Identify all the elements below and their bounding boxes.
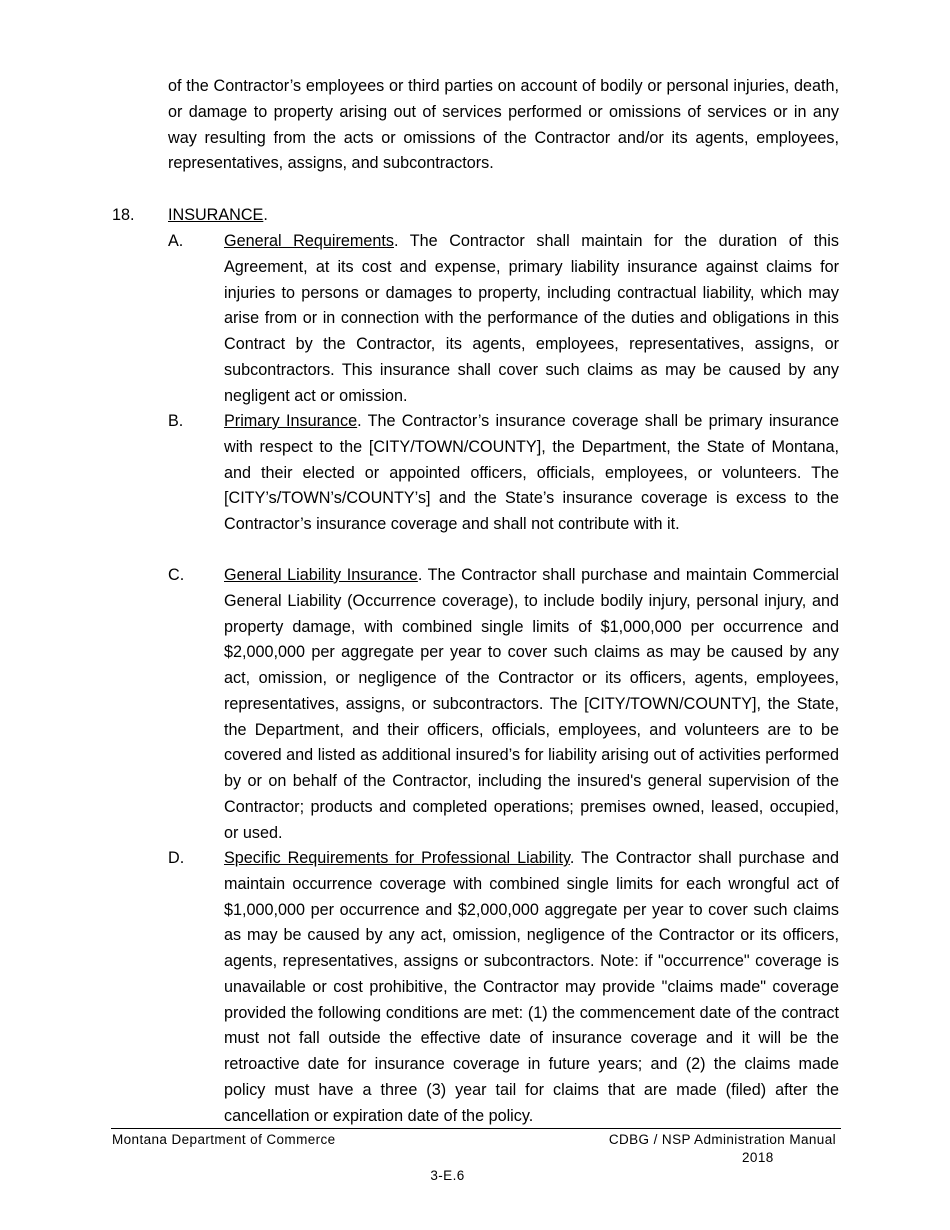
item-c-paragraph <box>224 563 839 846</box>
item-a-text: . The Contractor shall maintain for the duration of this Agreement, at its cost and expense, primary liability insurance against claims for injuries to persons or damages to property, including contractual liability, which may arise from or in connection with the performance of the duties and obligations in this Contract by the Contractor, its agents, employees, representatives, assigns, or subcontractors. This insurance shall cover such claims as may be caused by any negligent act or omission. <box>224 232 839 405</box>
page-number: 3-E.6 <box>430 1168 465 1183</box>
item-b-heading: Primary Insurance <box>224 412 358 430</box>
item-d-paragraph <box>224 846 839 1129</box>
item-b-paragraph <box>224 409 839 538</box>
item-letter-b: B. <box>168 412 184 430</box>
footer-year: 2018 <box>742 1150 774 1165</box>
section-heading <box>0 203 950 229</box>
section-title-suffix: . <box>263 206 268 224</box>
item-letter-a: A. <box>168 232 184 250</box>
intro-paragraph: of the Contractor’s employees or third parties on account of bodily or personal injuries, death, or damage to property arising out of services performed or omissions of services or in any way resulting from the acts or omissions of the Contractor and/or its agents, employees, representatives, assigns, and subcontractors. <box>168 77 839 173</box>
item-d-text: . The Contractor shall purchase and maintain occurrence coverage with combined single limits for each wrongful act of $1,000,000 per occurrence and $2,000,000 aggregate per year to cover such claims as may be caused by any act, omission, negligence of the Contractor or its officers, agents, representatives, assigns or subcontractors. Note: if "occurrence" coverage is unavailable or cost prohibitive, the Contractor may provide "claims made" coverage provided the following conditions are met: (1) the commencement date of the contract must not fall outside the effective date of insurance coverage and it will be the retroactive date for insurance coverage in future years; and (2) the claims made policy must have a three (3) year tail for claims that are made (filed) after the cancellation or expiration date of the policy. <box>224 849 839 1125</box>
item-letter-c: C. <box>168 566 185 584</box>
footer-organization: Montana Department of Commerce <box>112 1132 336 1147</box>
item-b-text: . The Contractor’s insurance coverage shall be primary insurance with respect to the [CITY/TOWN/COUNTY], the Department, the State of Montana, and their elected or appointed officers, officials, employees, or volunteers. The [CITY’s/TOWN’s/COUNTY’s] and the State’s insurance coverage is excess to the Contractor’s insurance coverage and shall not contribute with it. <box>224 412 840 533</box>
item-letter-d: D. <box>168 849 185 867</box>
item-c-text: . The Contractor shall purchase and maintain Commercial General Liability (Occurrence coverage), to include bodily injury, personal injury, and property damage, with combined single limits of $1,000,000 per occurrence and $2,000,000 per aggregate per year to cover such claims as may be caused by any act, omission, or negligence of the Contractor or its officers, agents, employees, representatives, assigns, or subcontractors. The [CITY/TOWN/COUNTY], the State, the Department, and their officers, officials, employees, and volunteers are to be covered and listed as additional insured’s for liability arising out of activities performed by or on behalf of the Contractor, including the insured's general supervision of the Contractor; products and completed operations; premises owned, leased, occupied, or used. <box>224 566 839 842</box>
section-title: INSURANCE <box>168 206 264 224</box>
item-a-paragraph <box>224 229 839 409</box>
footer-manual-title: CDBG / NSP Administration Manual <box>608 1132 836 1147</box>
footer-divider <box>111 1128 841 1129</box>
section-number: 18. <box>112 206 135 224</box>
item-d-heading: Specific Requirements for Professional Liability <box>224 849 570 867</box>
item-a-heading: General Requirements <box>224 232 394 250</box>
item-c-heading: General Liability Insurance <box>224 566 418 584</box>
